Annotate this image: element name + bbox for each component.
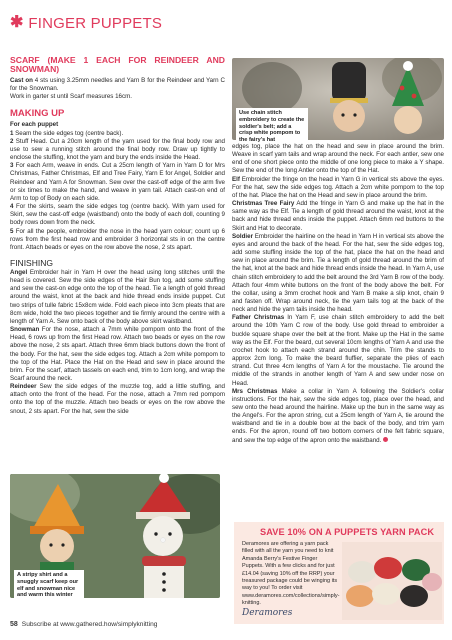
scarf-heading: SCARF (MAKE 1 EACH FOR REINDEER AND SNOWMAN) (10, 55, 225, 74)
page-footer (10, 621, 157, 628)
page-number: 58 (10, 621, 18, 628)
step: 3 For each Arm, weave in ends. Cut a 25cm length of Yarn in Yarn D for Mrs Christmas, Father Christmas, Elf and Tree Fairy, Yarn E for Angel, Soldier and Reindeer and Yarn A for Snowman. Sew over the cast-off edge of the arm five or six times to make the hand, and weave in yarn tail. Attach cast-on end of Arm to top of Body on each side. (10, 162, 225, 202)
right-column (232, 143, 444, 445)
finishing-para: Elf Embroider the fringe on the head in Yarn G in vertical sts above the eyes. For the hat, sew the side edges tog. Attach a 2cm white pompom to the top of the hat. Place the hat on the Head and sew in place around the brim. (232, 175, 444, 199)
finishing-para: Angel Embroider hair in Yarn H over the head using long stitches until the head is covered. Sew the side edges of the Hair Bun tog, add some stuffing and sew the cast-on edge onto the top of the head. Tie a length of gold thread around the waist, knot at the back and hide thread ends inside puppet. Cut two strips of tulle fabric 15x8cm wide. Fold each piece into 3cm pleats that are 8cm wide, hold the two pieces together and tie firmly around the centre with a length of Yarn A. Sew onto back of the body above skirt waistband. (10, 268, 225, 325)
subscribe-text: Subscribe at www.gathered.how/simplyknitting (21, 621, 158, 628)
finishing-para: Snowman For the nose, attach a 7mm white pompom onto the front of the Head, 6 rows up from the first Head row. Attach two beads or eyes on the row above the nose, 2 sts apart. Attach three 6mm black buttons down the front of the body. For the hat, sew the side edges tog. Attach a 2cm white pompom to the top of the Hat. Place the Hat on the Head and sew in place around the brim. For the scarf, attach tassels on each end, trim to 1cm long, and wrap the Scarf around the neck. (10, 326, 225, 382)
snowflake-icon: ✱ (10, 14, 24, 31)
left-column (10, 56, 225, 416)
scarf-line: Cast on 4 sts using 3.25mm needles and Yarn B for the Reindeer and Yarn C for the Snowman. (10, 77, 225, 93)
continued-para: edges tog, place the hat on the head and sew in place around the brim. Weave in scarf yarn tails and wrap around the neck. For each antler, sew one end of one short piece onto the middle of one long piece to make a Y shape. Sew the end of the long Antler onto the top of the Hat. (232, 143, 444, 175)
step: 2 Stuff Head. Cut a 20cm length of the yarn used for the final body row and use to sew a running stitch around the final body row. Draw up tightly to enclose the stuffing, knot the yarn and bury the ends inside the Head. (10, 137, 225, 162)
scarf-line: Work in garter st until Scarf measures 16cm. (10, 93, 132, 101)
step: 1 Seam the side edges tog (centre back). (10, 129, 124, 137)
finishing-heading: FINISHING (10, 257, 53, 268)
finishing-para: Reindeer Sew the side edges of the muzzle tog, add a little stuffing, and attach onto the front of the head. For the nose, attach a 7mm red pompom onto the top of the muzzle. Attach two beads or eyes on the row above the snout, 2 sts apart. For the hat, sew the side (10, 383, 225, 415)
each-puppet-subheading: For each puppet (10, 121, 59, 129)
step: 4 For the skirts, seam the side edges tog (centre back). With yarn used for Skirt, sew the cast-off edge (waistband) onto the body of each doll, counting 9 body rows down from the neck. (10, 203, 225, 227)
photo-caption-top: Use chain stitch embroidery to create the soldier's belt; add a crisp white pompom to the fairy's hat (236, 108, 308, 146)
end-mark-icon (383, 437, 388, 442)
page-header (10, 14, 162, 32)
finishing-para: Christmas Tree Fairy Add the fringe in Yarn G and make up the hat in the same way as the Elf. Tie a length of gold thread around the waist, knot at the back and hide thread ends inside the puppet. Attach 6mm red buttons to the Skirt and Hat to decorate. (232, 200, 445, 232)
finishing-para: Father Christmas In Yarn F, use chain stitch embroidery to add the belt around the 10th Yarn C row of the body. Use gold thread to embroider a buckle square shape over the belt at the front. Make up the Hat in the same way as the Elf. For the beard, cut several 10cm lengths of Yarn A and use the crochet hook to attach each strand around the chin. Trim the stands to approx 2cm long. To make the beard fluffier, separate the plies of each strand. Cut three 4cm lengths of Yarn A for the moustache. Tie around the middle of the strands in another length of Yarn A and sew under nose on Head. (232, 314, 444, 387)
step: 5 For all the people, embroider the nose in the head yarn colour; count up 6 rows from the first head row and embroider 3 horizontal sts in on the centre front. Attach beads or eyes on the row above the nose, 2 sts apart. (10, 227, 225, 251)
finishing-para: Mrs Christmas Make a collar in Yarn A following the Soldier's collar instructions. For the hair, sew the side edges tog, place over the head, and sew onto the head around the hairline. Make up the bun in the same way as the Angel's. For the apron string, cut a 25cm length of Yarn A, tie around the waistband and tie in a double bow at the back of the body, and trim yarn ends. For the apron, round off two bottom corners of the felt fabric square, and sew the top edge of the apron onto the waistband. (232, 387, 445, 444)
deramores-logo: Deramores (242, 608, 293, 618)
section-title: FINGER PUPPETS (28, 14, 163, 32)
finishing-para: Soldier Embroider the hairline on the head in Yarn H in vertical sts above the eyes and around the back of the head. For the hat, sew the side edges tog, add some stuffing inside the top of the hat, place the hat on the head and sew in place around the brim. Tie a length of gold thread around the brim of the hat, knot at the back and hide thread ends inside the head. In Yarn A, use chain stitch embroidery to add the belt around the 3rd Yarn B row of the body. Attach four 4mm white buttons on the front of the body above the belt. For the collar, using a 3mm crochet hook and Yarn B make a slip knot, chain 9 and fasten off. Wrap around neck, tie the yarn tails tog at the back of the neck and hide the yarn tails inside the head. (232, 232, 444, 314)
offer-text: Deramores are offering a yarn pack filled with all the yarn you need to knit Amanda Berry's Festive Finger Puppets. With a few clicks and for just £14.04 (saving 10% off the RRP) your treasured package could be winging its way to you! To order visit www.deramores.com/collections/simply-knitting. (242, 541, 340, 607)
making-up-heading: MAKING UP (10, 108, 65, 120)
yarn-balls-image (342, 542, 442, 620)
yarn-pack-offer (234, 522, 444, 624)
photo-caption-bottom: A stripy shirt and a snuggly scarf keep our elf and snowman nice and warm this winter (14, 570, 84, 601)
offer-title: SAVE 10% ON A PUPPETS YARN PACK (260, 527, 435, 537)
